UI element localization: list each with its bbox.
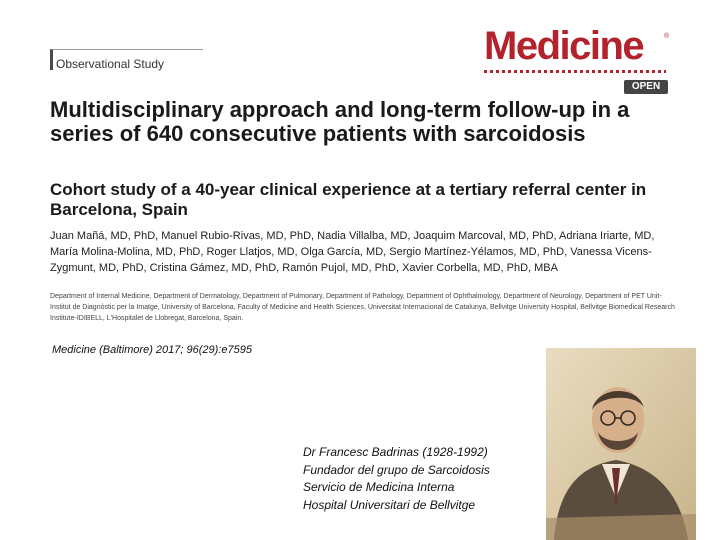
affiliations: Department of Internal Medicine, Department of Dermatology, Department of Pulmonary, Department of Pathology, Department of Ophthalmology, Department of Neurology, Department of PET Unit-Institut de Diagnòstic per la Imatge, University of Barcelona, Faculty of Medicine and Health Sciences, Universitat Internacional de Catalunya, Bellvitge University Hospital, Bellvitge Biomedical Research Institute-IDIBELL, L'Hospitalet de Llobregat, Barcelona, Spain. (50, 293, 675, 322)
journal-logo: Medicine (484, 24, 644, 68)
article-subtitle: Cohort study of a 40-year clinical experience at a tertiary referral center in Barcelona, Spain (50, 180, 647, 220)
portrait-photo (546, 348, 696, 540)
caption-line: Servicio de Medicina Interna (303, 480, 455, 494)
logo-decoration (484, 70, 666, 73)
caption-line: Dr Francesc Badrinas (1928-1992) (303, 445, 488, 459)
open-access-badge: OPEN (624, 80, 668, 94)
section-label: Observational Study (56, 57, 165, 71)
caption-line: Fundador del grupo de Sarcoidosis (303, 462, 490, 477)
author-list: Juan Mañá, MD, PhD, Manuel Rubio-Rivas, MD, PhD, Nadia Villalba, MD, Joaquim Marcoval, MD, PhD, Adriana Iriarte, MD, María Molina-Molina, MD, PhD, Roger Llatjos, MD, Olga García, MD, Sergio Martínez-Yélamos, MD, PhD, Vanessa Vicens-Zygmunt, MD, PhD, Cristina Gámez, MD, PhD, Ramón Pujol, MD, PhD, Xavier Corbella, MD, PhD, MBA (50, 230, 655, 274)
citation: Medicine (Baltimore) 2017; 96(29):e7595 (52, 344, 252, 356)
caption-line: Hospital Universitari de Bellvitge (303, 497, 476, 512)
photo-caption (303, 444, 490, 514)
article-title: Multidisciplinary approach and long-term follow-up in a series of 640 consecutive patients with sarcoidosis (50, 97, 630, 146)
registered-mark: ® (664, 33, 670, 40)
